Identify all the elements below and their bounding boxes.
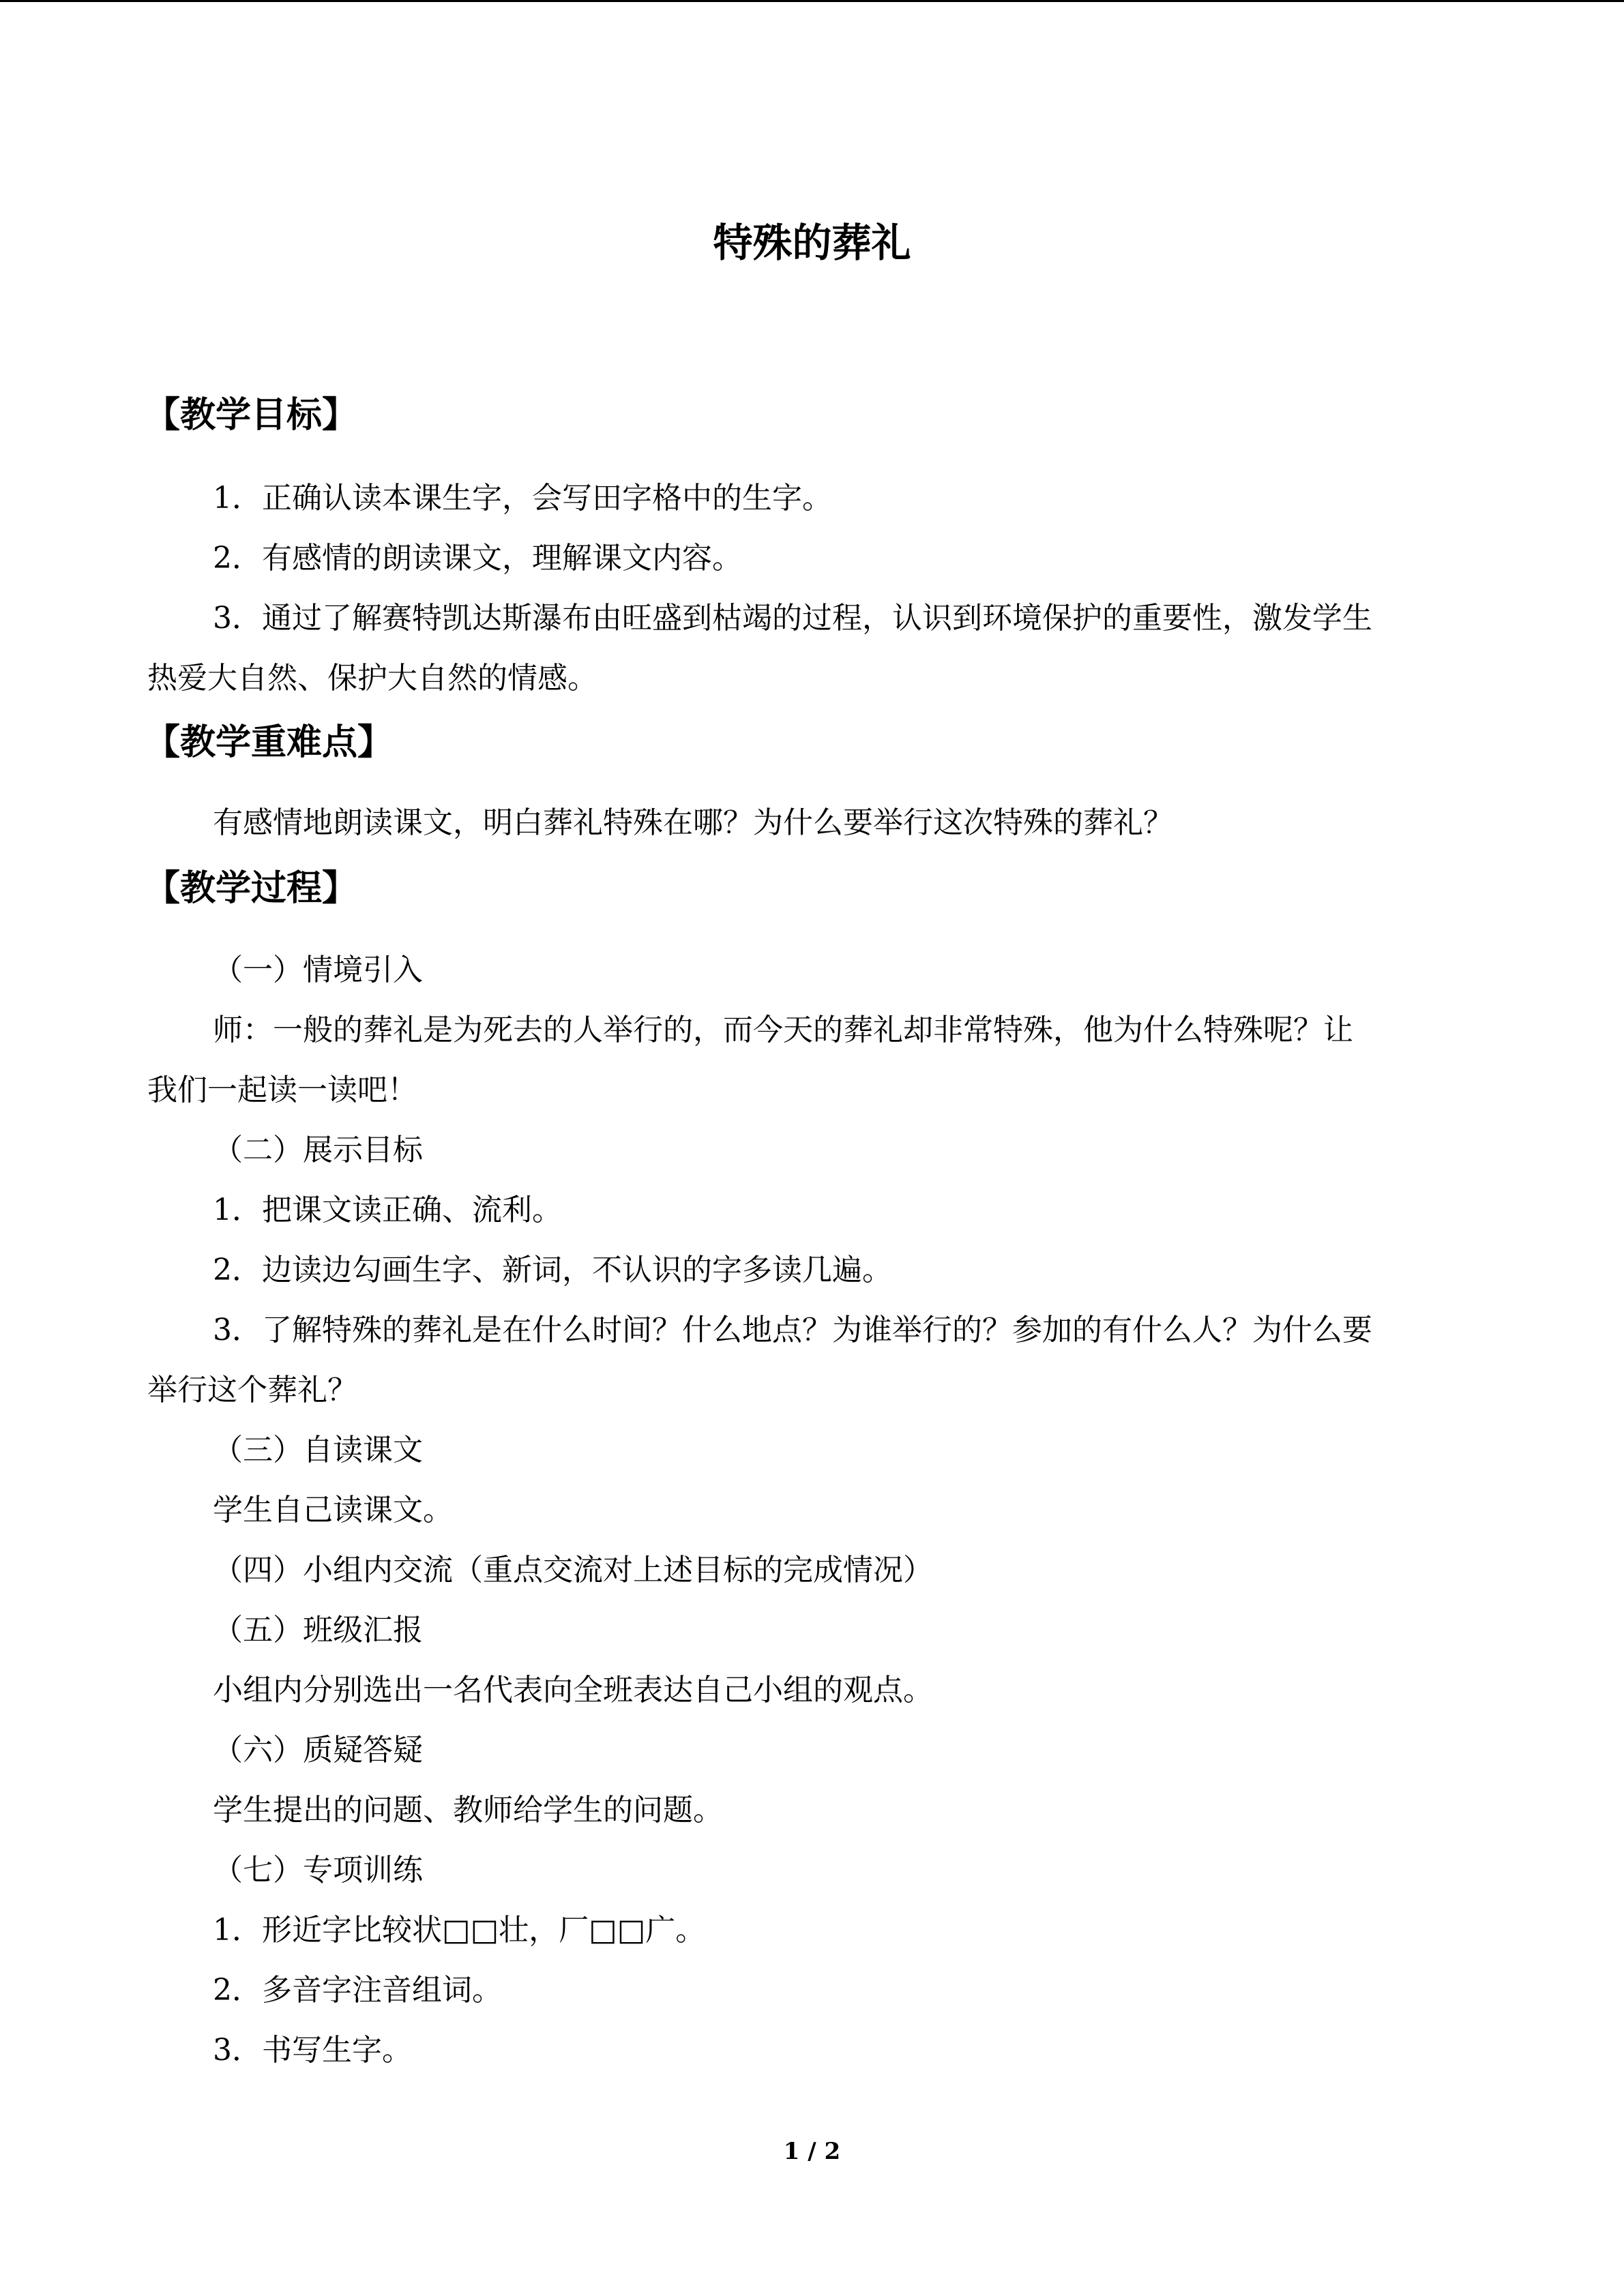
- process-line: 2．多音字注音组词。: [213, 1973, 502, 2008]
- process-line: 2．边读边勾画生字、新词，不认识的字多读几遍。: [213, 1253, 892, 1287]
- process-line: （四）小组内交流（重点交流对上述目标的完成情况）: [213, 1553, 933, 1587]
- process-line: 师：一般的葬礼是为死去的人举行的，而今天的葬礼却非常特殊，他为什么特殊呢？让: [213, 1013, 1353, 1047]
- process-line: （一）情境引入: [213, 953, 423, 987]
- process-line: （五）班级汇报: [213, 1613, 423, 1648]
- process-line: 举行这个葬礼？: [147, 1373, 357, 1407]
- section-heading-process: 【教学过程】: [145, 868, 358, 909]
- goal-item: 3．通过了解赛特凯达斯瀑布由旺盛到枯竭的过程，认识到环境保护的重要性，激发学生: [213, 601, 1372, 636]
- document-title: 特殊的葬礼: [713, 220, 911, 266]
- process-line: （七）专项训练: [213, 1853, 423, 1888]
- process-line: 3．书写生字。: [213, 2033, 412, 2068]
- goal-item: 1．正确认读本课生字，会写田字格中的生字。: [213, 481, 832, 516]
- process-line: 学生自己读课文。: [213, 1493, 453, 1527]
- process-line: 我们一起读一读吧！: [147, 1073, 417, 1107]
- process-line: （三）自读课文: [213, 1433, 423, 1467]
- section-heading-goals: 【教学目标】: [145, 395, 358, 436]
- page-number: 1 / 2: [783, 2138, 841, 2165]
- process-line: 1．把课文读正确、流利。: [213, 1193, 562, 1227]
- process-line: 学生提出的问题、教师给学生的问题。: [213, 1793, 723, 1828]
- process-line: 1．形近字比较状□□壮，厂□□广。: [213, 1913, 706, 1948]
- process-line: （六）质疑答疑: [213, 1733, 423, 1768]
- goal-item-continuation: 热爱大自然、保护大自然的情感。: [147, 661, 597, 696]
- goal-item: 2．有感情的朗读课文，理解课文内容。: [213, 541, 742, 576]
- process-line: 小组内分别选出一名代表向全班表达自己小组的观点。: [213, 1673, 933, 1708]
- section-heading-keypoints: 【教学重难点】: [145, 722, 394, 763]
- process-line: （二）展示目标: [213, 1133, 423, 1167]
- process-line: 3．了解特殊的葬礼是在什么时间？什么地点？为谁举行的？参加的有什么人？为什么要: [213, 1313, 1372, 1347]
- keypoints-text: 有感情地朗读课文，明白葬礼特殊在哪？为什么要举行这次特殊的葬礼？: [213, 805, 1173, 840]
